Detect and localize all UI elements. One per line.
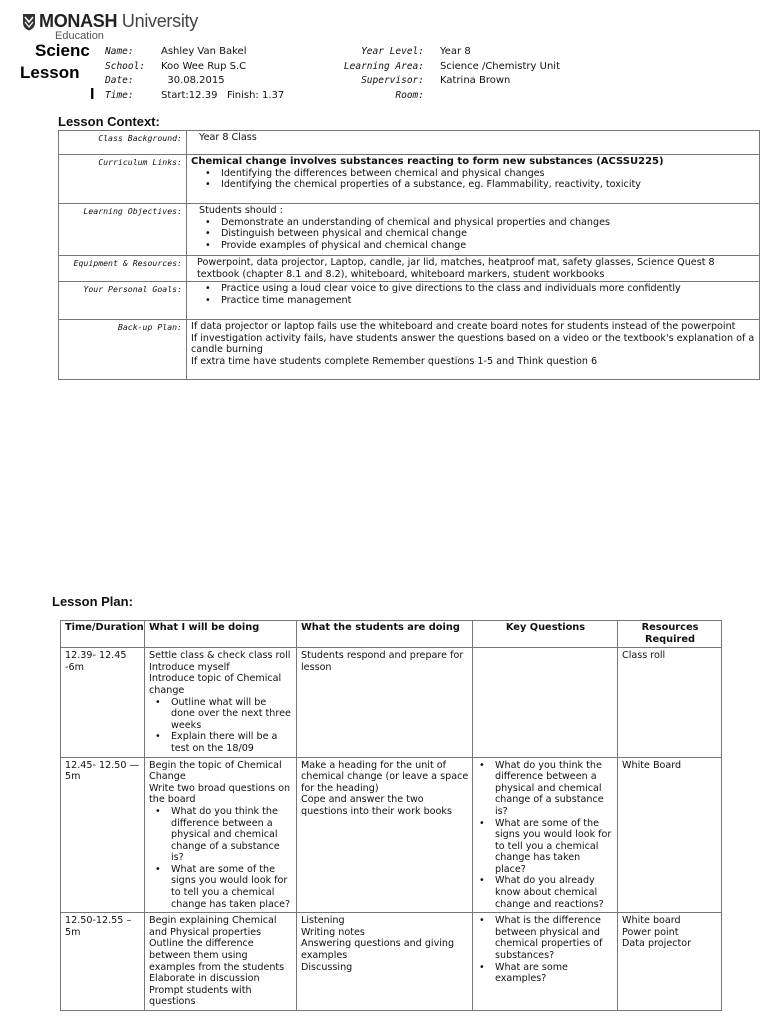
lesson-context-table (58, 130, 760, 380)
header-field (330, 45, 560, 60)
list-item: • What are some of the signs you would look for to tell you a chemical change has taken place? (479, 818, 614, 876)
column-header: What I will be doing (145, 621, 297, 648)
field-label: Year Level: (361, 46, 424, 57)
questions-cell (473, 757, 618, 913)
row-label: Your Personal Goals: (59, 282, 187, 320)
cell-line: Power point (622, 926, 679, 938)
header-field (330, 74, 560, 89)
cell-line: Elaborate in discussion (149, 973, 260, 985)
backup-line: If data projector or laptop fails use the whiteboard and create board notes for students instead of the powerpoint (191, 321, 736, 333)
cell-line: Answering questions and giving examples (301, 938, 455, 962)
header-field (330, 60, 560, 75)
column-header: Time/Duration (61, 621, 145, 648)
list-item: • Demonstrate an understanding of chemical and physical properties and changes (205, 217, 755, 229)
logo-brand-rest: University (117, 11, 198, 31)
cell-line: Outline the difference between them using examples from the students (149, 938, 285, 973)
list-item: • Explain there will be a test on the 18/09 (155, 731, 293, 754)
column-header: Resources Required (618, 621, 722, 648)
list-item: • Distinguish between physical and chemical change (205, 228, 755, 240)
title-line-1: Scienc (35, 41, 90, 60)
field-value: 30.08.2015 (161, 75, 225, 86)
list-item: • Provide examples of physical and chemical change (205, 240, 755, 252)
field-value: Katrina Brown (440, 75, 511, 86)
goals-list (191, 283, 755, 306)
header-field (105, 60, 284, 75)
list-item: • What are some examples? (479, 962, 614, 985)
header-info-right (330, 45, 560, 103)
list-item: • Identifying the chemical properties of a substance, eg. Flammability, reactivity, toxicity (205, 179, 755, 191)
document-title (20, 40, 94, 106)
cell-line: Begin explaining Chemical and Physical properties (149, 915, 277, 938)
row-value (187, 282, 760, 320)
questions-cell (473, 648, 618, 757)
resources-cell (618, 913, 722, 1011)
logo-brand-bold: MONASH (39, 11, 118, 31)
list-item: • What do you already know about chemical change and reactions? (479, 875, 614, 910)
table-row (59, 131, 760, 155)
row-label: Learning Objectives: (59, 204, 187, 256)
backup-line: If extra time have students complete Remember questions 1-5 and Think question 6 (191, 355, 598, 367)
row-label: Curriculum Links: (59, 155, 187, 204)
questions-list (477, 915, 614, 985)
list-item: • What are some of the signs you would look for to tell you a chemical change has taken place? (155, 864, 293, 910)
lesson-plan-heading: Lesson Plan: (52, 594, 133, 609)
table-row (59, 320, 760, 380)
cell-line: Writing notes (301, 926, 365, 938)
cell-line: Introduce topic of Chemical change (149, 673, 282, 696)
teacher-cell (145, 648, 297, 757)
list-item: • What do you think the difference between a physical and chemical change of a substance is? (479, 760, 614, 818)
row-value (187, 320, 760, 380)
field-value: Ashley Van Bakel (161, 46, 247, 57)
time-cell: 12.45- 12.50 —5m (61, 757, 145, 913)
list-item: • What is the difference between physical and chemical properties of substances? (479, 915, 614, 961)
field-label: Room: (395, 89, 424, 101)
cell-line: Listening (301, 915, 345, 927)
column-header: What the students are doing (297, 621, 473, 648)
lesson-context-heading: Lesson Context: (58, 114, 160, 129)
logo-faculty: Education (55, 30, 104, 42)
teacher-bullets (149, 697, 293, 755)
students-cell (297, 648, 473, 757)
resources-cell (618, 648, 722, 757)
questions-list (477, 760, 614, 911)
header-field (105, 45, 284, 60)
list-item: • What do you think the difference between a physical and chemical change of a substance is? (155, 806, 293, 864)
table-row (61, 757, 722, 913)
field-label: Time: (105, 89, 134, 101)
monash-crest-icon (22, 13, 36, 31)
objectives-list (191, 217, 755, 252)
table-row (59, 256, 760, 282)
field-label: Learning Area: (343, 60, 424, 72)
questions-cell (473, 913, 618, 1011)
university-logo (22, 12, 198, 42)
cell-line: Prompt students with questions (149, 984, 252, 1008)
table-header-row (61, 621, 722, 648)
header-field (105, 89, 284, 104)
field-label: Name: (105, 46, 134, 57)
field-label: School: (105, 60, 146, 72)
table-row (59, 204, 760, 256)
header-field (330, 89, 560, 104)
header-field (105, 74, 284, 89)
field-label: Date: (105, 75, 134, 86)
cell-line: Write two broad questions on the board (149, 782, 291, 806)
list-item: • Practice time management (205, 295, 755, 307)
header-info-left (105, 45, 284, 103)
list-item: • Practice using a loud clear voice to give directions to the class and individuals more confidently (205, 283, 755, 295)
objectives-intro: Students should : (199, 205, 283, 216)
lesson-plan-table (60, 620, 722, 1011)
backup-line: If investigation activity fails, have students answer the questions based on a video or the textbook's explanation of a candle burning (191, 332, 755, 356)
cell-line: Students respond and prepare for lesson (301, 650, 464, 673)
table-row (59, 282, 760, 320)
cell-line: Class roll (622, 650, 666, 662)
title-line-2: Lesson (20, 63, 80, 82)
field-label: Supervisor: (361, 75, 424, 86)
teacher-bullets (149, 806, 293, 910)
curriculum-heading: Chemical change involves substances reacting to form new substances (ACSSU225) (191, 156, 664, 167)
table-row (61, 913, 722, 1011)
list-item: • Identifying the differences between chemical and physical changes (205, 168, 755, 180)
cell-line: Data projector (622, 938, 692, 950)
cell-line: Discussing (301, 961, 353, 973)
curriculum-list (191, 168, 755, 191)
field-value: Science /Chemistry Unit (440, 60, 560, 72)
time-cell: 12.50-12.55 – 5m (61, 913, 145, 1011)
cell-line: Introduce myself (149, 661, 230, 673)
teacher-cell (145, 757, 297, 913)
list-item: • Outline what will be done over the next three weeks (155, 697, 293, 732)
resources-cell (618, 757, 722, 913)
table-row (59, 155, 760, 204)
title-line-3: I (90, 86, 95, 103)
row-value: Year 8 Class (187, 131, 760, 155)
field-value: Year 8 (440, 46, 471, 57)
row-value (187, 204, 760, 256)
column-header: Key Questions (473, 621, 618, 648)
row-value (187, 155, 760, 204)
cell-line: Cope and answer the two questions into their work books (301, 794, 452, 817)
row-label: Class Background: (59, 131, 187, 155)
time-cell: 12.39- 12.45 -6m (61, 648, 145, 757)
row-label: Equipment & Resources: (59, 256, 187, 282)
teacher-cell (145, 913, 297, 1011)
cell-line: Begin the topic of Chemical Change (149, 759, 282, 783)
students-cell (297, 913, 473, 1011)
row-label: Back-up Plan: (59, 320, 187, 380)
students-cell (297, 757, 473, 913)
cell-line: White Board (622, 759, 682, 771)
cell-line: White board (622, 915, 681, 927)
field-value: Start:12.39 Finish: 1.37 (161, 89, 285, 101)
cell-line: Make a heading for the unit of chemical change (or leave a space for the heading) (301, 759, 469, 794)
row-value: Powerpoint, data projector, Laptop, candle, jar lid, matches, heatproof mat, safety glasses, Science Quest 8 textbook (chapter 8.1 and 8.2), whiteboard, whiteboard markers, student workbooks (187, 256, 760, 282)
field-value: Koo Wee Rup S.C (161, 60, 247, 72)
table-row (61, 648, 722, 757)
cell-line: Settle class & check class roll (149, 650, 291, 662)
